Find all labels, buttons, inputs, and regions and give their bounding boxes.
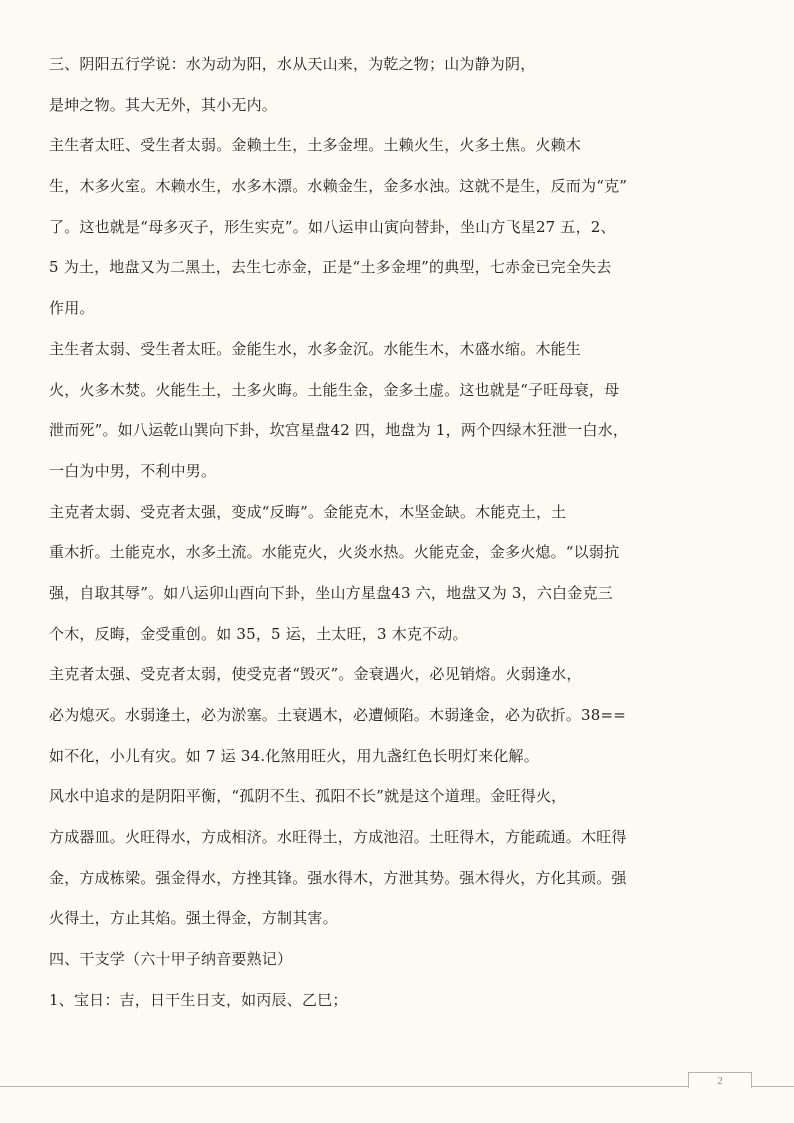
text-line: 作用。 [49, 299, 95, 318]
footer-divider [0, 1086, 794, 1087]
text-line: 强，自取其辱”。如八运卯山酉向下卦，坐山方星盘43 六，地盘又为 3，六白金克三 [49, 583, 613, 602]
text-line: 主克者太弱、受克者太强，变成“反晦”。金能克木，木坚金缺。木能克土，土 [49, 502, 567, 521]
text-line: 火得土，方止其焰。强土得金，方制其害。 [49, 909, 338, 928]
text-line: 四、干支学（六十甲子纳音要熟记） [49, 950, 293, 969]
text-line: 风水中追求的是阴阳平衡，“孤阴不生、孤阳不长”就是这个道理。金旺得火， [49, 787, 567, 806]
text-line: 主生者太旺、受生者太弱。金赖土生，土多金埋。土赖火生，火多土焦。火赖木 [49, 136, 582, 155]
text-line: 5 为土，地盘又为二黑土，去生七赤金，正是“土多金埋”的典型，七赤金已完全失去 [49, 258, 612, 277]
page-number: 2 [688, 1072, 752, 1088]
text-line: 主克者太强、受克者太弱，使受克者“毁灭”。金衰遇火，必见销熔。火弱逢水， [49, 665, 582, 684]
text-line: 如不化，小儿有灾。如 7 运 34.化煞用旺火，用九盏红色长明灯来化解。 [49, 746, 539, 765]
text-line: 一白为中男，不利中男。 [49, 461, 217, 480]
text-line: 火，火多木焚。火能生土，土多火晦。土能生金，金多土虚。这也就是“子旺母衰，母 [49, 380, 620, 399]
text-line: 主生者太弱、受生者太旺。金能生水，水多金沉。水能生木，木盛水缩。木能生 [49, 339, 582, 358]
text-line: 方成器皿。火旺得水，方成相济。水旺得土，方成池沼。土旺得木，方能疏通。木旺得 [49, 828, 627, 847]
text-line: 重木折。土能克水，水多土流。水能克火，火炎水热。火能克金，金多火熄。“以弱抗 [49, 543, 620, 562]
text-line: 是坤之物。其大无外，其小无内。 [49, 95, 278, 114]
text-line: 1、宝日：吉，日干生日支，如丙辰、乙巳； [49, 990, 348, 1009]
text-line: 个木，反晦，金受重创。如 35，5 运，土太旺，3 木克不动。 [49, 624, 468, 643]
text-line: 必为熄灭。水弱逢土，必为淤塞。土衰遇木，必遭倾陷。木弱逢金，必为砍折。38== [49, 706, 627, 724]
text-line: 金，方成栋梁。强金得水，方挫其锋。强水得木，方泄其势。强木得火，方化其顽。强 [49, 868, 627, 887]
text-line: 生，木多火室。木赖水生，水多木漂。水赖金生，金多水浊。这就不是生，反而为“克” [49, 177, 628, 196]
page-body [49, 54, 749, 1031]
text-line: 泄而死”。如八运乾山巽向下卦，坎宫星盘42 四，地盘为 1，两个四绿木狂泄一白水， [49, 421, 629, 440]
text-line: 三、阴阳五行学说：水为动为阳，水从天山来，为乾之物；山为静为阴， [49, 55, 536, 73]
text-line: 了。这也就是“母多灭子，形生实克”。如八运申山寅向替卦，坐山方飞星27 五，2、 [49, 217, 616, 236]
